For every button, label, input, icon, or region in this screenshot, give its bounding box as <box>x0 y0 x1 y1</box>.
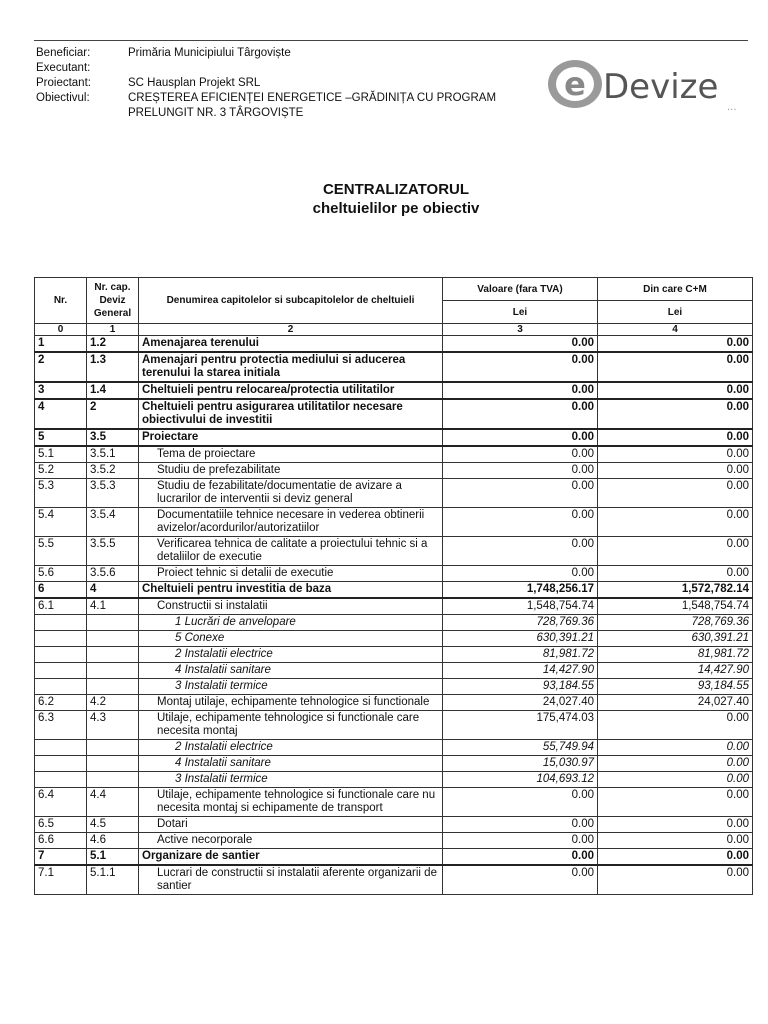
row-name: Montaj utilaje, echipamente tehnologice si functionale <box>139 695 443 711</box>
row-cap: 1.3 <box>87 352 139 382</box>
obiectiv-line-2: PRELUNGIT NR. 3 TÂRGOVIȘTE <box>128 107 304 119</box>
row-nr: 1 <box>35 336 87 353</box>
row-name: Proiectare <box>139 429 443 446</box>
executant-label: Executant: <box>36 62 91 74</box>
edevize-logo <box>545 54 745 116</box>
table-row <box>35 598 753 615</box>
row-cm: 728,769.36 <box>598 615 753 631</box>
table-row <box>35 772 753 788</box>
row-nr: 6.1 <box>35 598 87 615</box>
row-nr: 5 <box>35 429 87 446</box>
table-row <box>35 352 753 382</box>
header-nr: Nr. <box>35 278 87 324</box>
row-name: 4 Instalatii sanitare <box>139 663 443 679</box>
row-nr: 6.6 <box>35 833 87 849</box>
row-valoare: 0.00 <box>443 399 598 429</box>
document-header <box>36 46 528 121</box>
row-name: Organizare de santier <box>139 849 443 866</box>
row-valoare: 0.00 <box>443 382 598 399</box>
row-nr: 3 <box>35 382 87 399</box>
table-row <box>35 582 753 599</box>
row-valoare: 0.00 <box>443 833 598 849</box>
row-name: Verificarea tehnica de calitate a proiectului tehnic si a detaliilor de executie <box>139 537 443 566</box>
row-cap: 3.5.5 <box>87 537 139 566</box>
executant-value <box>128 61 528 76</box>
row-cm: 0.00 <box>598 566 753 582</box>
row-cm: 93,184.55 <box>598 679 753 695</box>
row-valoare: 93,184.55 <box>443 679 598 695</box>
summary-table <box>34 277 753 895</box>
row-cap: 2 <box>87 399 139 429</box>
row-cap: 3.5 <box>87 429 139 446</box>
table-row <box>35 865 753 895</box>
table-row <box>35 788 753 817</box>
index-cell: 3 <box>443 324 598 336</box>
row-nr: 5.6 <box>35 566 87 582</box>
row-name: Studiu de prefezabilitate <box>139 463 443 479</box>
row-cm: 1,548,754.74 <box>598 598 753 615</box>
row-name: Amenajari pentru protectia mediului si aducerea terenului la starea initiala <box>139 352 443 382</box>
title-line-1: CENTRALIZATORUL <box>322 181 470 198</box>
header-name: Denumirea capitolelor si subcapitolelor de cheltuieli <box>139 278 443 324</box>
row-name: Cheltuieli pentru asigurarea utilitatilor necesare obiectivului de investitii <box>139 399 443 429</box>
row-cap <box>87 772 139 788</box>
row-cm: 0.00 <box>598 772 753 788</box>
table-row <box>35 647 753 663</box>
header-valoare: Valoare (fara TVA) <box>443 278 598 301</box>
row-cap: 3.5.1 <box>87 446 139 463</box>
table-row <box>35 679 753 695</box>
row-cap: 4.4 <box>87 788 139 817</box>
row-cm: 0.00 <box>598 508 753 537</box>
row-cm: 0.00 <box>598 429 753 446</box>
index-cell: 1 <box>87 324 139 336</box>
row-valoare: 0.00 <box>443 865 598 895</box>
column-index-row <box>35 324 753 336</box>
row-name: 3 Instalatii termice <box>139 772 443 788</box>
row-nr: 6.2 <box>35 695 87 711</box>
row-valoare: 104,693.12 <box>443 772 598 788</box>
row-cm: 0.00 <box>598 352 753 382</box>
index-cell: 0 <box>35 324 87 336</box>
table-row <box>35 615 753 631</box>
row-cm: 630,391.21 <box>598 631 753 647</box>
row-cap: 3.5.6 <box>87 566 139 582</box>
row-name: Studiu de fezabilitate/documentatie de avizare a lucrarilor de interventii si deviz general <box>139 479 443 508</box>
row-cap: 4.2 <box>87 695 139 711</box>
proiectant-label: Proiectant: <box>36 77 91 89</box>
row-nr: 5.1 <box>35 446 87 463</box>
row-name: Lucrari de constructii si instalatii aferente organizarii de santier <box>139 865 443 895</box>
row-valoare: 0.00 <box>443 429 598 446</box>
row-nr: 6.5 <box>35 817 87 833</box>
row-name: 2 Instalatii electrice <box>139 647 443 663</box>
row-cm: 81,981.72 <box>598 647 753 663</box>
header-cm: Din care C+M <box>598 278 753 301</box>
row-cap: 3.5.4 <box>87 508 139 537</box>
logo-dots: ... <box>727 102 737 113</box>
row-valoare: 0.00 <box>443 479 598 508</box>
table-row <box>35 756 753 772</box>
row-cm: 0.00 <box>598 788 753 817</box>
row-cap: 4 <box>87 582 139 599</box>
row-nr <box>35 772 87 788</box>
title-line-2: cheltuielilor pe obiectiv <box>312 200 480 217</box>
table-row <box>35 566 753 582</box>
row-cap: 1.4 <box>87 382 139 399</box>
row-name: Cheltuieli pentru relocarea/protectia utilitatilor <box>139 382 443 399</box>
row-valoare: 0.00 <box>443 537 598 566</box>
row-nr: 2 <box>35 352 87 382</box>
row-name: Cheltuieli pentru investitia de baza <box>139 582 443 599</box>
row-cm: 0.00 <box>598 833 753 849</box>
index-cell: 2 <box>139 324 443 336</box>
row-valoare: 630,391.21 <box>443 631 598 647</box>
row-cm: 0.00 <box>598 399 753 429</box>
row-nr <box>35 647 87 663</box>
row-cm: 0.00 <box>598 711 753 740</box>
table-row <box>35 463 753 479</box>
document-title <box>0 180 768 218</box>
table-row <box>35 508 753 537</box>
table-row <box>35 479 753 508</box>
row-valoare: 0.00 <box>443 788 598 817</box>
row-nr <box>35 756 87 772</box>
row-nr: 7 <box>35 849 87 866</box>
row-cm: 1,572,782.14 <box>598 582 753 599</box>
row-nr: 5.2 <box>35 463 87 479</box>
row-cap: 4.1 <box>87 598 139 615</box>
row-valoare: 24,027.40 <box>443 695 598 711</box>
logo-letter: e <box>564 65 586 103</box>
row-cap <box>87 615 139 631</box>
row-cap: 4.3 <box>87 711 139 740</box>
table-row <box>35 429 753 446</box>
row-valoare: 0.00 <box>443 817 598 833</box>
row-valoare: 1,748,256.17 <box>443 582 598 599</box>
row-nr <box>35 631 87 647</box>
row-cap: 5.1.1 <box>87 865 139 895</box>
row-cm: 0.00 <box>598 865 753 895</box>
row-nr: 7.1 <box>35 865 87 895</box>
row-cm: 0.00 <box>598 479 753 508</box>
row-nr <box>35 679 87 695</box>
row-cm: 0.00 <box>598 740 753 756</box>
row-cap: 5.1 <box>87 849 139 866</box>
row-cm: 0.00 <box>598 336 753 353</box>
row-nr: 6.4 <box>35 788 87 817</box>
row-cap <box>87 679 139 695</box>
proiectant-value: SC Hausplan Projekt SRL <box>128 77 261 89</box>
row-nr: 6.3 <box>35 711 87 740</box>
header-unit-valoare: Lei <box>443 301 598 324</box>
row-cm: 14,427.90 <box>598 663 753 679</box>
table-row <box>35 537 753 566</box>
table-row <box>35 711 753 740</box>
row-valoare: 175,474.03 <box>443 711 598 740</box>
row-valoare: 0.00 <box>443 446 598 463</box>
table-row <box>35 833 753 849</box>
row-valoare: 1,548,754.74 <box>443 598 598 615</box>
row-cm: 0.00 <box>598 849 753 866</box>
row-cm: 0.00 <box>598 463 753 479</box>
row-valoare: 15,030.97 <box>443 756 598 772</box>
row-cm: 0.00 <box>598 382 753 399</box>
row-name: 1 Lucrări de anvelopare <box>139 615 443 631</box>
row-name: Dotari <box>139 817 443 833</box>
row-nr: 5.5 <box>35 537 87 566</box>
table-row <box>35 740 753 756</box>
beneficiar-label: Beneficiar: <box>36 47 91 59</box>
row-cm: 0.00 <box>598 817 753 833</box>
row-cap: 3.5.3 <box>87 479 139 508</box>
row-cap: 3.5.2 <box>87 463 139 479</box>
row-name: Proiect tehnic si detalii de executie <box>139 566 443 582</box>
row-name: Constructii si instalatii <box>139 598 443 615</box>
table-row <box>35 817 753 833</box>
row-cap <box>87 631 139 647</box>
row-valoare: 55,749.94 <box>443 740 598 756</box>
row-cm: 24,027.40 <box>598 695 753 711</box>
row-name: Documentatiile tehnice necesare in vederea obtinerii avizelor/acordurilor/autorizatiilor <box>139 508 443 537</box>
table-row <box>35 399 753 429</box>
table-row <box>35 382 753 399</box>
row-cm: 0.00 <box>598 756 753 772</box>
logo-text: Devize <box>603 67 719 107</box>
row-cap <box>87 740 139 756</box>
row-name: Utilaje, echipamente tehnologice si functionale care nu necesita montaj si echipamente de transport <box>139 788 443 817</box>
obiectiv-line-1: CREȘTEREA EFICIENȚEI ENERGETICE –GRĂDINIȚA CU PROGRAM <box>128 92 497 104</box>
row-valoare: 728,769.36 <box>443 615 598 631</box>
row-nr: 6 <box>35 582 87 599</box>
row-name: Amenajarea terenului <box>139 336 443 353</box>
row-valoare: 14,427.90 <box>443 663 598 679</box>
header-rule <box>34 40 748 41</box>
row-valoare: 0.00 <box>443 566 598 582</box>
row-nr <box>35 615 87 631</box>
row-cap <box>87 756 139 772</box>
beneficiar-value: Primăria Municipiului Târgoviște <box>128 47 291 59</box>
row-valoare: 0.00 <box>443 849 598 866</box>
row-name: 3 Instalatii termice <box>139 679 443 695</box>
header-unit-cm: Lei <box>598 301 753 324</box>
row-cap <box>87 663 139 679</box>
row-name: Active necorporale <box>139 833 443 849</box>
row-valoare: 0.00 <box>443 336 598 353</box>
table-row <box>35 336 753 353</box>
obiectiv-label: Obiectivul: <box>36 92 90 104</box>
row-name: 2 Instalatii electrice <box>139 740 443 756</box>
row-nr: 5.4 <box>35 508 87 537</box>
table-row <box>35 663 753 679</box>
row-nr: 4 <box>35 399 87 429</box>
table-row <box>35 631 753 647</box>
row-cap: 1.2 <box>87 336 139 353</box>
row-valoare: 81,981.72 <box>443 647 598 663</box>
row-cm: 0.00 <box>598 537 753 566</box>
row-name: Utilaje, echipamente tehnologice si functionale care necesita montaj <box>139 711 443 740</box>
row-nr: 5.3 <box>35 479 87 508</box>
row-valoare: 0.00 <box>443 352 598 382</box>
row-name: Tema de proiectare <box>139 446 443 463</box>
row-name: 5 Conexe <box>139 631 443 647</box>
index-cell: 4 <box>598 324 753 336</box>
row-cm: 0.00 <box>598 446 753 463</box>
table-row <box>35 446 753 463</box>
table-row <box>35 849 753 866</box>
row-valoare: 0.00 <box>443 508 598 537</box>
row-name: 4 Instalatii sanitare <box>139 756 443 772</box>
row-nr <box>35 740 87 756</box>
row-nr <box>35 663 87 679</box>
row-cap <box>87 647 139 663</box>
row-cap: 4.5 <box>87 817 139 833</box>
row-cap: 4.6 <box>87 833 139 849</box>
table-row <box>35 695 753 711</box>
row-valoare: 0.00 <box>443 463 598 479</box>
header-cap: Nr. cap. Deviz General <box>87 278 139 324</box>
